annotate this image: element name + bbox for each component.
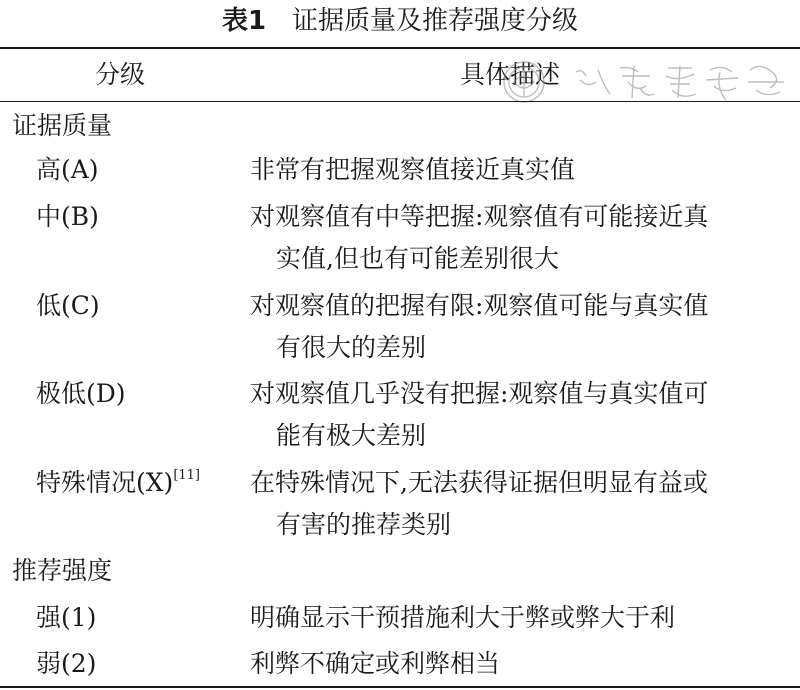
row-description-very-low-line-2: 能有极大差别 [276, 421, 427, 450]
row-grade-strong: 强(1) [36, 603, 97, 632]
table-caption [0, 4, 800, 38]
row-description-low-line-2: 有很大的差别 [276, 333, 427, 362]
row-grade-weak: 弱(2) [36, 649, 97, 678]
column-header-grade: 分级 [95, 60, 146, 89]
row-grade-moderate: 中(B) [36, 202, 99, 231]
column-header-description: 具体描述 [460, 60, 561, 89]
row-grade-very-low: 极低(D) [36, 379, 126, 408]
row-grade-special-case-label: 特殊情况(X) [36, 468, 174, 497]
row-description-moderate-line-2: 实值,但也有可能差别很大 [276, 244, 559, 273]
table-caption-title: 证据质量及推荐强度分级 [292, 6, 579, 36]
watermark-seal-icon [500, 58, 790, 106]
section-heading-evidence-quality: 证据质量 [12, 111, 113, 140]
row-description-high: 非常有把握观察值接近真实值 [250, 155, 576, 184]
table-bottom-rule [0, 686, 800, 688]
row-description-special-case-line-1: 在特殊情况下,无法获得证据但明显有益或 [250, 468, 708, 497]
table-header-rule [0, 101, 800, 102]
row-description-low-line-1: 对观察值的把握有限:观察值可能与真实值 [250, 291, 709, 320]
citation-reference: [11] [173, 467, 200, 483]
row-description-special-case-line-2: 有害的推荐类别 [276, 510, 452, 539]
row-grade-special-case [36, 463, 200, 503]
table-top-rule [0, 47, 800, 49]
row-description-strong: 明确显示干预措施利大于弊或弊大于利 [250, 603, 676, 632]
table-caption-label: 表1 [221, 6, 267, 36]
row-description-moderate-line-1: 对观察值有中等把握:观察值有可能接近真 [250, 202, 709, 231]
publisher-watermark-seal [500, 58, 790, 106]
row-grade-low: 低(C) [36, 291, 100, 320]
section-heading-recommendation-strength: 推荐强度 [12, 556, 113, 585]
row-grade-high: 高(A) [36, 155, 99, 184]
row-description-weak: 利弊不确定或利弊相当 [250, 649, 501, 678]
row-description-very-low-line-1: 对观察值几乎没有把握:观察值与真实值可 [250, 379, 709, 408]
